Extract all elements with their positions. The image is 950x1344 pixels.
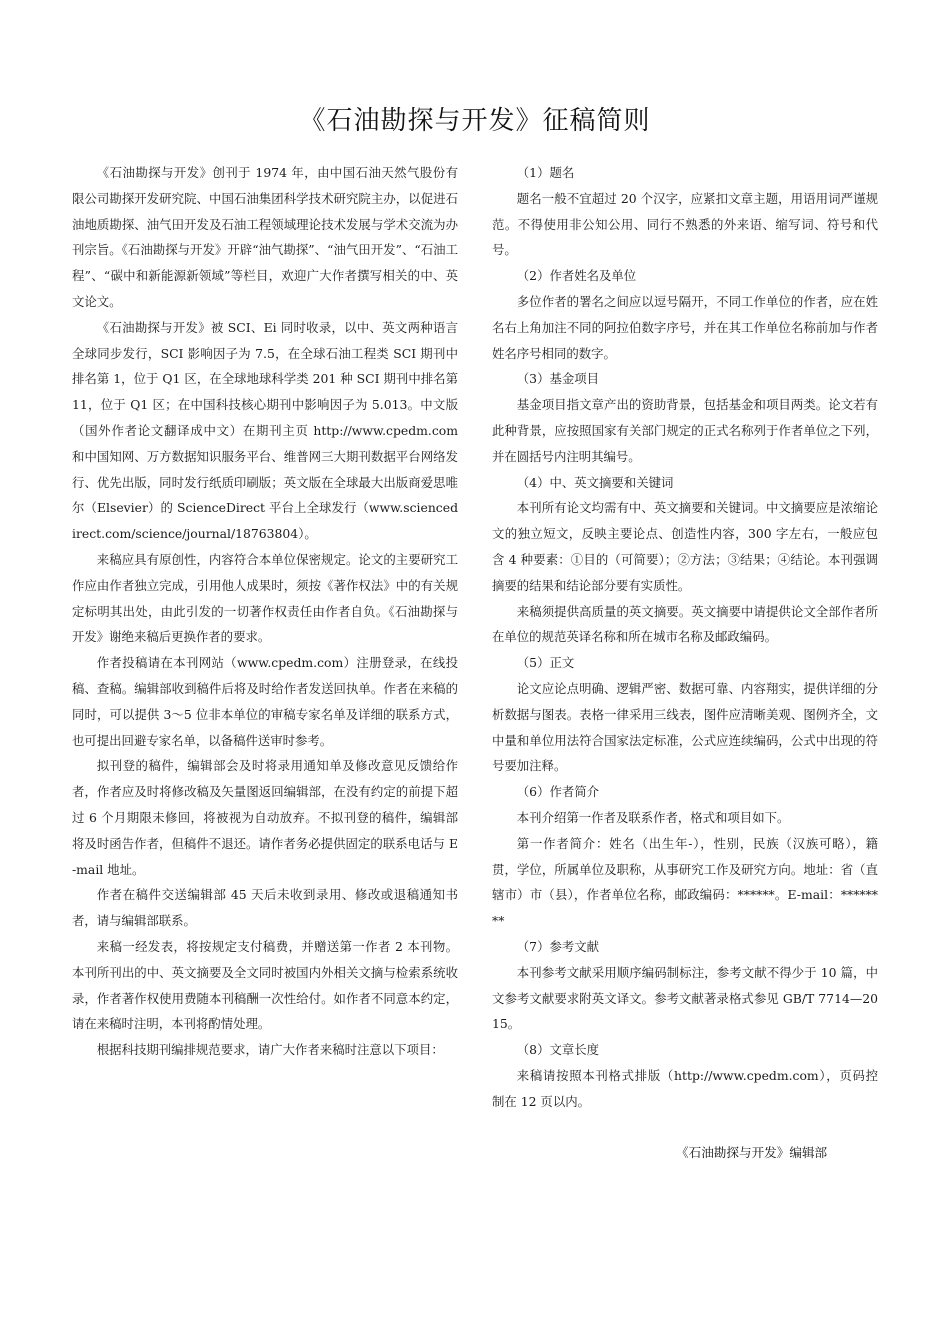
submission-paragraph: 作者投稿请在本刊网站（www.cpedm.com）注册登录，在线投稿、查稿。编辑部收到稿件后将及时给作者发送回执单。作者在来稿的同时，可以提供 3～5 位非本单位的审稿专家名单及详细的联系方式，也可提出回避专家名单，以备稿件送审时参考。 xyxy=(72,655,458,748)
editorial-signature: 《石油勘探与开发》编辑部 xyxy=(676,1145,828,1160)
section-heading-funding: （3）基金项目 xyxy=(516,371,600,387)
section-paragraph: 基金项目指文章产出的资助背景，包括基金和项目两类。论文若有此种背景，应按照国家有关部门规定的正式名称列于作者单位之下列，并在圆括号内注明其编号。 xyxy=(492,397,878,464)
section-heading-references: （7）参考文献 xyxy=(516,938,600,954)
right-column xyxy=(492,160,878,1114)
section-heading-abstract: （4）中、英文摘要和关键词 xyxy=(516,474,674,490)
intro-paragraph: 《石油勘探与开发》创刊于 1974 年，由中国石油天然气股份有限公司勘探开发研究院、中国石油集团科学技术研究院主办，以促进石油地质勘探、油气田开发及石油工程领域理论技术发展与学术交流为办刊宗旨。《石油勘探与开发》开辟“油气勘探”、“油气田开发”、“石油工程”、“碳中和新能源新领域”等栏目，欢迎广大作者撰写相关的中、英文论文。 xyxy=(72,165,458,309)
page-title: 《石油勘探与开发》征稿简则 xyxy=(299,106,651,136)
requirements-intro-paragraph: 根据科技期刊编排规范要求，请广大作者来稿时注意以下项目： xyxy=(96,1042,444,1058)
section-paragraph: 来稿请按照本刊格式排版（http://www.cpedm.com），页码控制在 12 页以内。 xyxy=(492,1067,878,1109)
originality-paragraph: 来稿应具有原创性，内容符合本单位保密规定。论文的主要研究工作应由作者独立完成，引用他人成果时，须按《著作权法》中的有关规定标明其出处，由此引发的一切著作权责任由作者自负。《石油勘探与开发》谢绝来稿后更换作者的要求。 xyxy=(72,551,458,645)
followup-paragraph: 作者在稿件交送编辑部 45 天后未收到录用、修改或退稿通知书者，请与编辑部联系。 xyxy=(72,887,458,929)
section-paragraph: 本刊所有论文均需有中、英文摘要和关键词。中文摘要应是浓缩论文的独立短文，反映主要论点、创造性内容，300 字左右，一般应包含 4 种要素：①目的（可简要）；②方法；③结果；④结论。本刊强调摘要的结果和结论部分要有实质性。 xyxy=(492,500,878,593)
section-paragraph: 来稿须提供高质量的英文摘要。英文摘要中请提供论文全部作者所在单位的规范英译名称和所在城市名称及邮政编码。 xyxy=(492,603,878,645)
section-heading-length: （8）文章长度 xyxy=(516,1042,600,1058)
section-heading-author-bio: （6）作者简介 xyxy=(516,784,600,800)
section-heading-body: （5）正文 xyxy=(516,655,575,671)
left-column xyxy=(72,160,458,1063)
acceptance-paragraph: 拟刊登的稿件，编辑部会及时将录用通知单及修改意见反馈给作者，作者应及时将修改稿及矢量图返回编辑部，在没有约定的前提下超过 6 个月期限未修回，将被视为自动放弃。不拟刊登的稿件，编辑部将及时函告作者，但稿件不退还。请作者务必提供固定的联系电话与 E-mail 地址。 xyxy=(72,758,458,877)
section-paragraph: 论文应论点明确、逻辑严密、数据可靠、内容翔实，提供详细的分析数据与图表。表格一律采用三线表，图件应清晰美观、图例齐全，文中量和单位用法符合国家法定标准，公式应连续编码，公式中出现的符号要加注释。 xyxy=(492,680,878,774)
indexing-paragraph: 《石油勘探与开发》被 SCI、Ei 同时收录，以中、英文两种语言全球同步发行，SCI 影响因子为 7.5，在全球石油工程类 SCI 期刊中排名第 1，位于 Q1 区，在全球地球科学类 201 种 SCI 期刊中排名第 11，位于 Q1 区；在中国科技核心期刊中影响因子为 5.013。中文版（国外作者论文翻译成中文）在期刊主页 http://www.cpedm.com 和中国知网、万方数据知识服务平台、维普网三大期刊数据平台网络发行、优先出版，同时发行纸质印刷版；英文版在全球最大出版商爱思唯尔（Elsevier）的 ScienceDirect 平台上全球发行（www.sciencedirect.com/science/journal/18763804）。 xyxy=(72,319,458,542)
section-heading-authors: （2）作者姓名及单位 xyxy=(516,268,637,284)
section-paragraph: 题名一般不宜超过 20 个汉字，应紧扣文章主题，用语用词严谨规范。不得使用非公知公用、同行不熟悉的外来语、缩写词、符号和代号。 xyxy=(492,190,878,258)
section-paragraph: 第一作者简介：姓名（出生年-），性别，民族（汉族可略），籍贯，学位，所属单位及职称，从事研究工作及研究方向。地址：省（直辖市）市（县），作者单位名称，邮政编码：******。E-mail：******** xyxy=(492,835,878,929)
section-paragraph: 本刊参考文献采用顺序编码制标注，参考文献不得少于 10 篇，中文参考文献要求附英文译文。参考文献著录格式参见 GB/T 7714—2015。 xyxy=(492,964,878,1032)
section-heading-title: （1）题名 xyxy=(516,165,575,180)
section-paragraph: 本刊介绍第一作者及联系作者，格式和项目如下。 xyxy=(516,809,790,825)
payment-paragraph: 来稿一经发表，将按规定支付稿费，并赠送第一作者 2 本刊物。本刊所刊出的中、英文摘要及全文同时被国内外相关文摘与检索系统收录，作者著作权使用费随本刊稿酬一次性给付。如作者不同意本约定，请在来稿时注明，本刊将酌情处理。 xyxy=(72,938,458,1032)
section-paragraph: 多位作者的署名之间应以逗号隔开，不同工作单位的作者，应在姓名右上角加注不同的阿拉伯数字序号，并在其工作单位名称前加与作者姓名序号相同的数字。 xyxy=(492,293,878,361)
